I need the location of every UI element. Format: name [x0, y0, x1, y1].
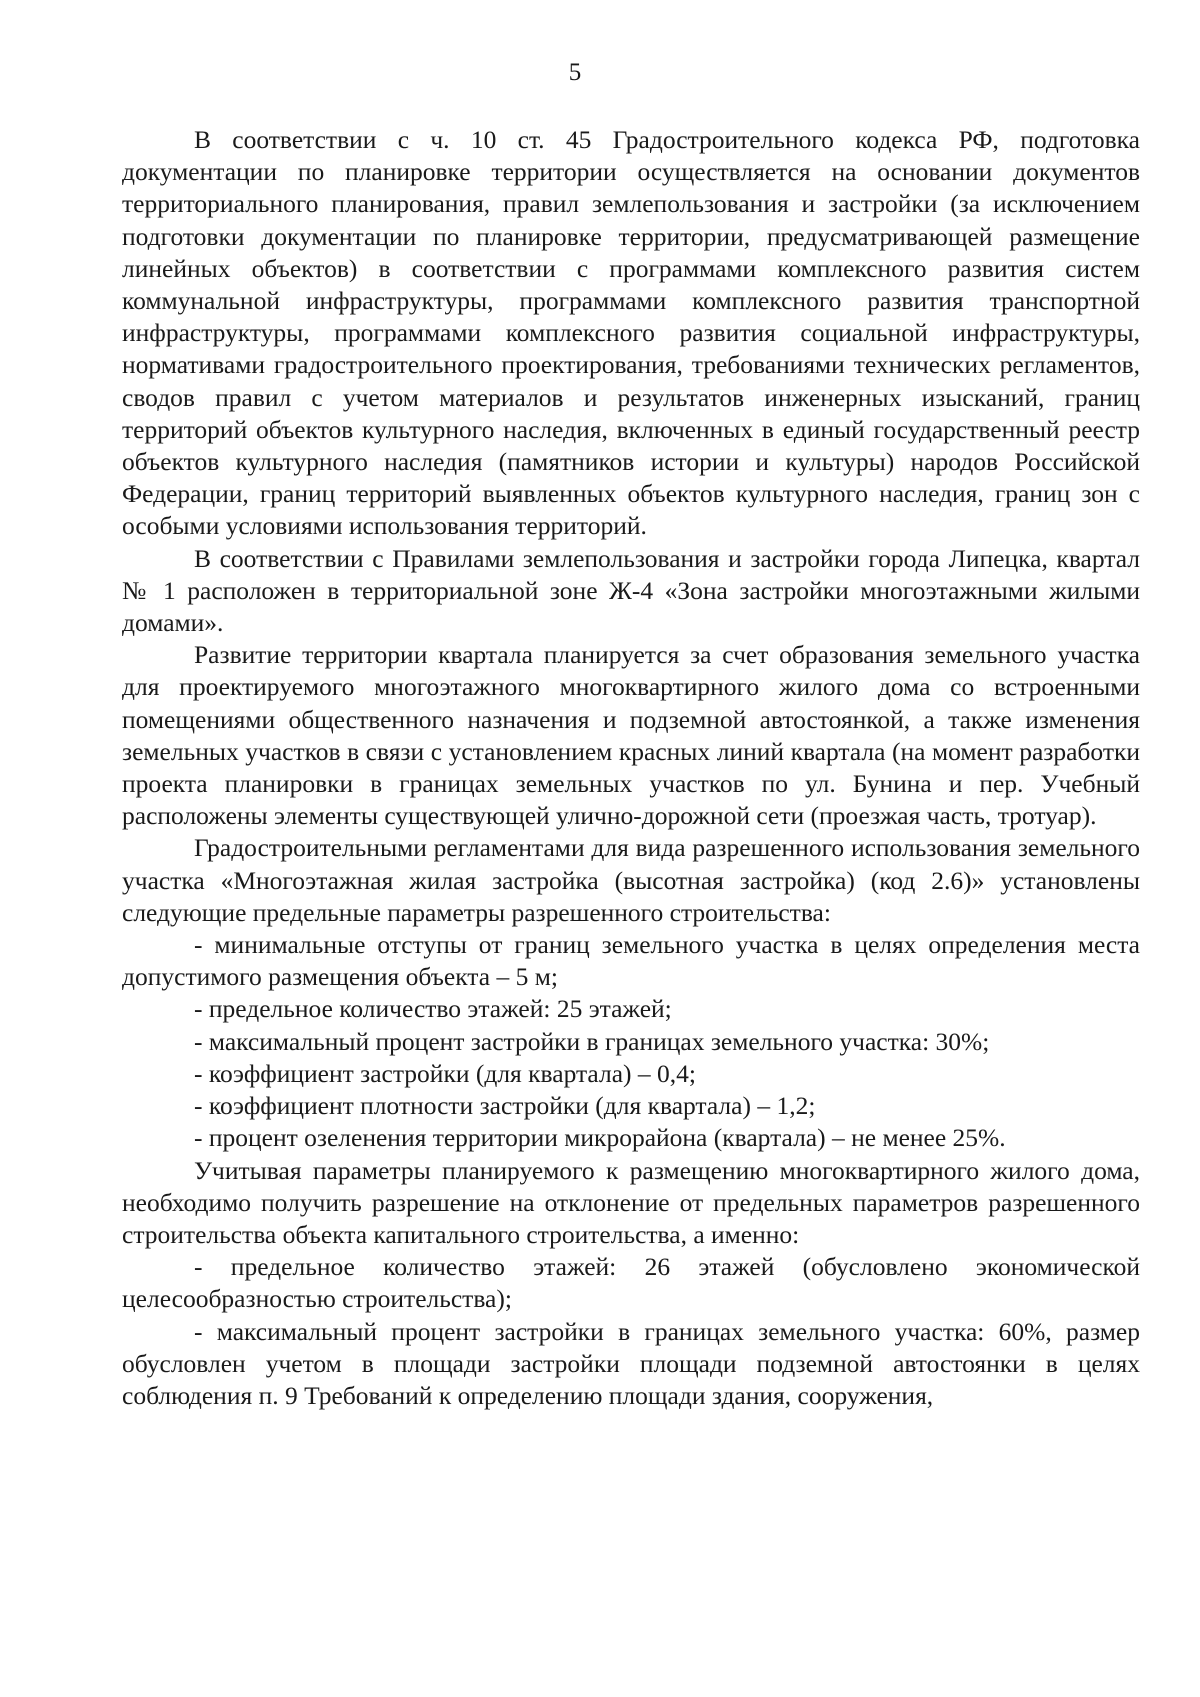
list-item-requested-building-percent: - максимальный процент застройки в границах земельного участка: 60%, размер обусловлен учетом в площади застройки площади подземной автостоянки в целях соблюдения п. 9 Требований к определению площади здания, сооружения, [122, 1316, 1140, 1410]
paragraph-development: Развитие территории квартала планируется за счет образования земельного участка для проектируемого многоэтажного многоквартирного жилого дома со встроенными помещениями общественного назначения и подземной автостоянкой, а также изменения земельных участков в связи с установлением красных линий квартала (на момент разработки проекта планировки в границах земельных участков по ул. Бунина и пер. Учебный расположены элементы существующей улично-дорожной сети (проезжая часть, тротуар). [122, 640, 1140, 831]
list-item-building-coefficient: - коэффициент застройки (для квартала) – 0,4; [194, 1058, 696, 1088]
page-number: 5 [568, 59, 582, 86]
list-item-setbacks: - минимальные отступы от границ земельного участка в целях определения места допустимого размещения объекта – 5 м; [122, 930, 1140, 992]
list-item-requested-floors: - предельное количество этажей: 26 этажей (обусловлено экономической целесообразностью строительства); [122, 1252, 1140, 1314]
list-item-greening-percent: - процент озеленения территории микрорайона (квартала) – не менее 25%. [194, 1123, 1006, 1153]
list-item-floors-limit: - предельное количество этажей: 25 этажей; [194, 994, 672, 1024]
paragraph-deviation-request: Учитывая параметры планируемого к размещению многоквартирного жилого дома, необходимо получить разрешение на отклонение от предельных параметров разрешенного строительства объекта капитального строительства, а именно: [122, 1155, 1140, 1249]
document-body [122, 124, 1140, 1412]
list-item-building-percent: - максимальный процент застройки в границах земельного участка: 30%; [194, 1026, 990, 1056]
paragraph-zoning: В соответствии с Правилами землепользования и застройки города Липецка, квартал № 1 расположен в территориальной зоне Ж-4 «Зона застройки многоэтажными жилыми домами». [122, 543, 1140, 638]
paragraph-legal-basis: В соответствии с ч. 10 ст. 45 Градостроительного кодекса РФ, подготовка документации по планировке территории осуществляется на основании документов территориального планирования, правил землепользования и застройки (за исключением подготовки документации по планировке территории, предусматривающей размещение линейных объектов) в соответствии с программами комплексного развития систем коммунальной инфраструктуры, программами комплексного развития транспортной инфраструктуры, программами комплексного развития социальной инфраструктуры, нормативами градостроительного проектирования, требованиями технических регламентов, сводов правил с учетом материалов и результатов инженерных изысканий, границ территорий объектов культурного наследия, включенных в единый государственный реестр объектов культурного наследия (памятников истории и культуры) народов Российской Федерации, границ территорий выявленных объектов культурного наследия, границ зон с особыми условиями использования территорий. [122, 125, 1140, 541]
list-item-density-coefficient: - коэффициент плотности застройки (для квартала) – 1,2; [194, 1091, 816, 1121]
paragraph-regulations-intro: Градостроительными регламентами для вида разрешенного использования земельного участка «Многоэтажная жилая застройка (высотная застройка) (код 2.6)» установлены следующие предельные параметры разрешенного строительства: [122, 833, 1140, 927]
